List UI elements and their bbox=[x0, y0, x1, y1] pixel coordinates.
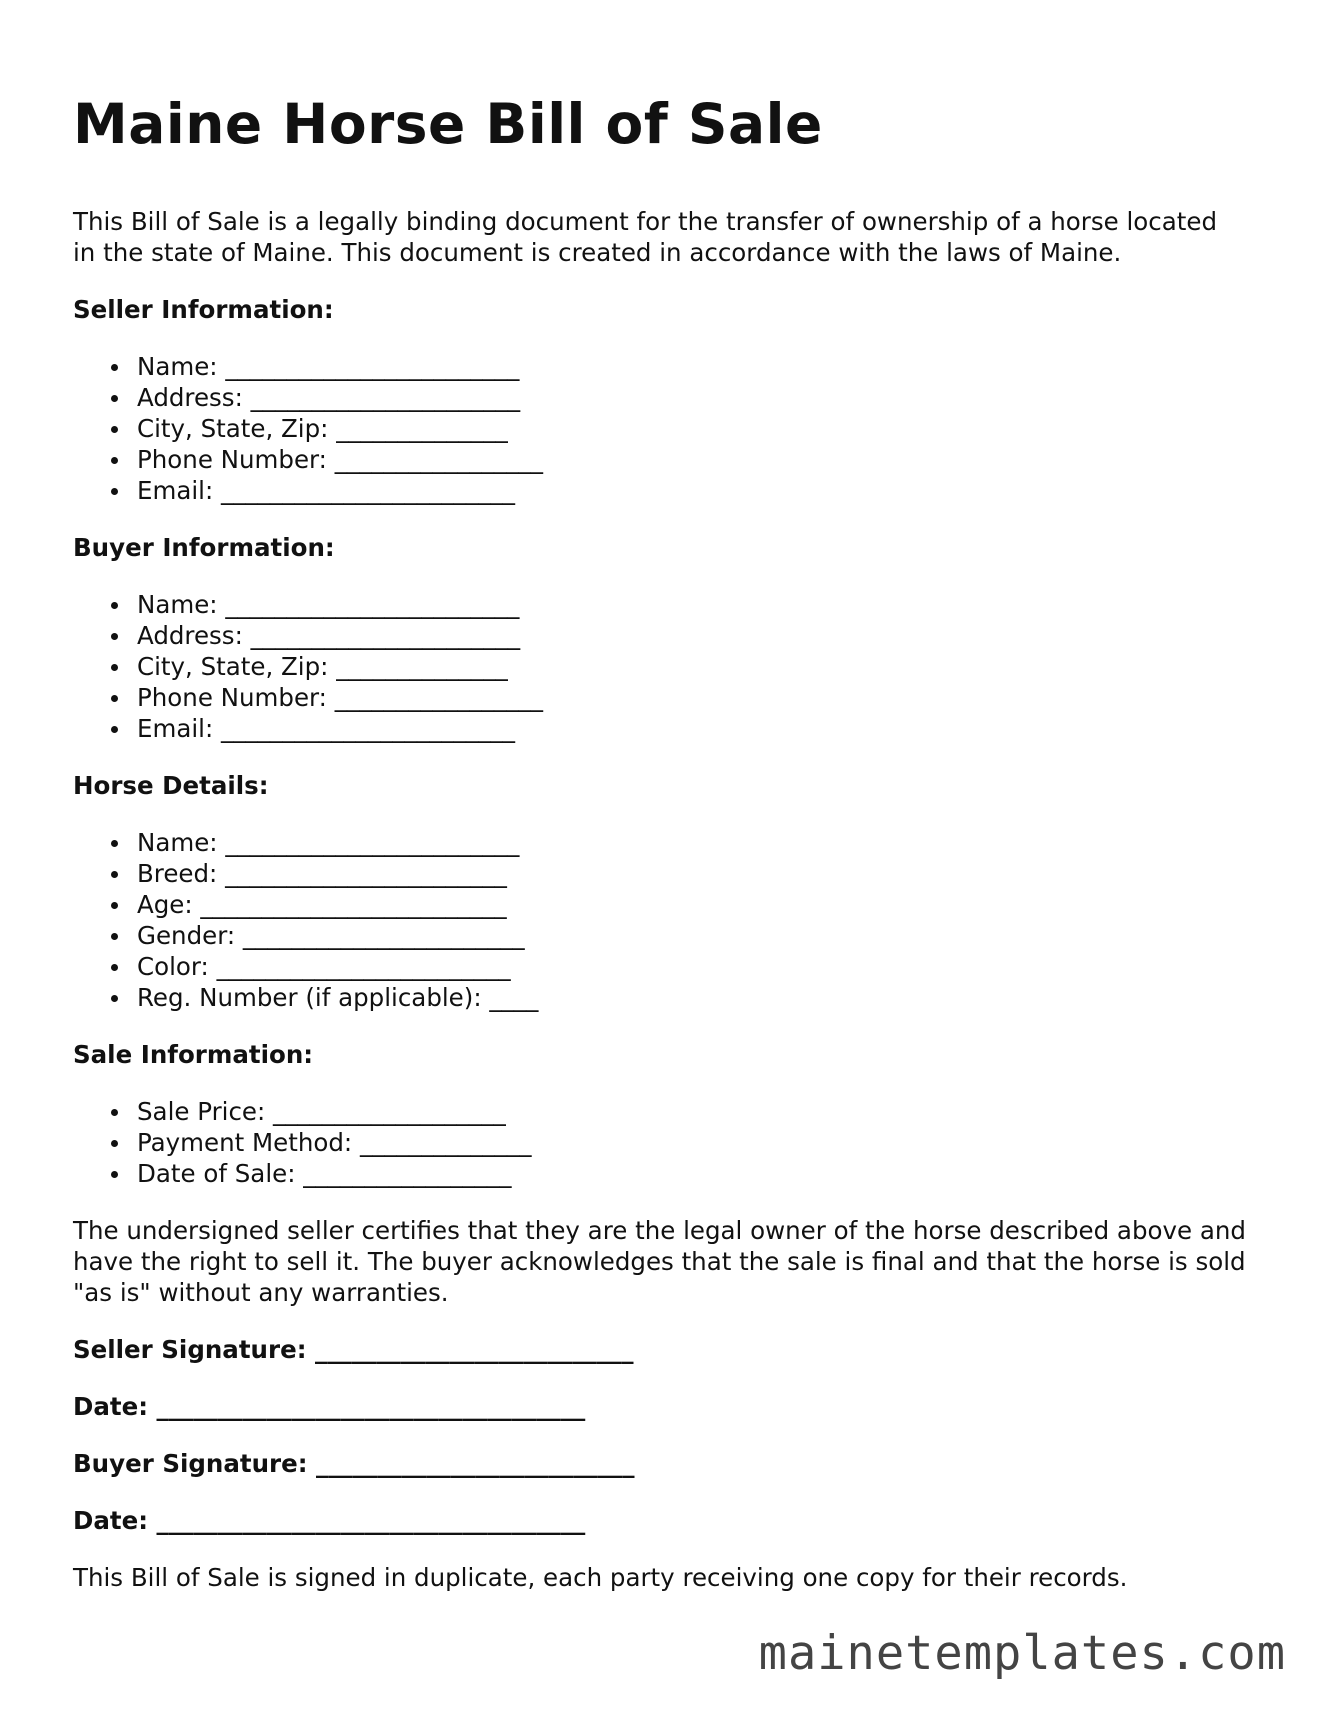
seller-signature-line: Seller Signature: __________________________ bbox=[73, 1335, 634, 1364]
buyer-address-field: Address: ______________________ bbox=[137, 620, 1263, 651]
buyer-name-field: Name: ________________________ bbox=[137, 589, 1263, 620]
document bbox=[73, 88, 1263, 1593]
payment-method-field: Payment Method: ______________ bbox=[137, 1127, 1263, 1158]
buyer-phone-field: Phone Number: _________________ bbox=[137, 682, 1263, 713]
seller-heading: Seller Information: bbox=[73, 295, 334, 324]
sale-list bbox=[73, 1096, 1263, 1189]
certification-paragraph: The undersigned seller certifies that they are the legal owner of the horse described above and have the right to sell it. The buyer acknowledges that the sale is final and that the horse is sold "as is" without any warranties. bbox=[73, 1216, 1246, 1307]
sale-price-field: Sale Price: ___________________ bbox=[137, 1096, 1263, 1127]
buyer-list bbox=[73, 589, 1263, 744]
horse-heading: Horse Details: bbox=[73, 771, 269, 800]
horse-list bbox=[73, 827, 1263, 1013]
brand-watermark: mainetemplates.com bbox=[758, 1626, 1286, 1681]
seller-date-line: Date: ___________________________________ bbox=[73, 1392, 586, 1421]
closing-paragraph: This Bill of Sale is signed in duplicate, each party receiving one copy for their records. bbox=[73, 1563, 1128, 1592]
horse-breed-field: Breed: _______________________ bbox=[137, 858, 1263, 889]
buyer-signature-line: Buyer Signature: __________________________ bbox=[73, 1449, 635, 1478]
horse-age-field: Age: _________________________ bbox=[137, 889, 1263, 920]
buyer-heading: Buyer Information: bbox=[73, 533, 335, 562]
sale-heading: Sale Information: bbox=[73, 1040, 314, 1069]
seller-address-field: Address: ______________________ bbox=[137, 382, 1263, 413]
date-of-sale-field: Date of Sale: _________________ bbox=[137, 1158, 1263, 1189]
seller-phone-field: Phone Number: _________________ bbox=[137, 444, 1263, 475]
seller-name-field: Name: ________________________ bbox=[137, 351, 1263, 382]
horse-reg-number-field: Reg. Number (if applicable): ____ bbox=[137, 982, 1263, 1013]
horse-color-field: Color: ________________________ bbox=[137, 951, 1263, 982]
seller-city-state-zip-field: City, State, Zip: ______________ bbox=[137, 413, 1263, 444]
buyer-city-state-zip-field: City, State, Zip: ______________ bbox=[137, 651, 1263, 682]
document-title: Maine Horse Bill of Sale bbox=[73, 92, 823, 156]
horse-gender-field: Gender: _______________________ bbox=[137, 920, 1263, 951]
buyer-date-line: Date: ___________________________________ bbox=[73, 1506, 586, 1535]
buyer-email-field: Email: ________________________ bbox=[137, 713, 1263, 744]
intro-paragraph: This Bill of Sale is a legally binding document for the transfer of ownership of a horse located in the state of Maine. This document is created in accordance with the laws of Maine. bbox=[73, 207, 1218, 267]
horse-name-field: Name: ________________________ bbox=[137, 827, 1263, 858]
seller-email-field: Email: ________________________ bbox=[137, 475, 1263, 506]
seller-list bbox=[73, 351, 1263, 506]
